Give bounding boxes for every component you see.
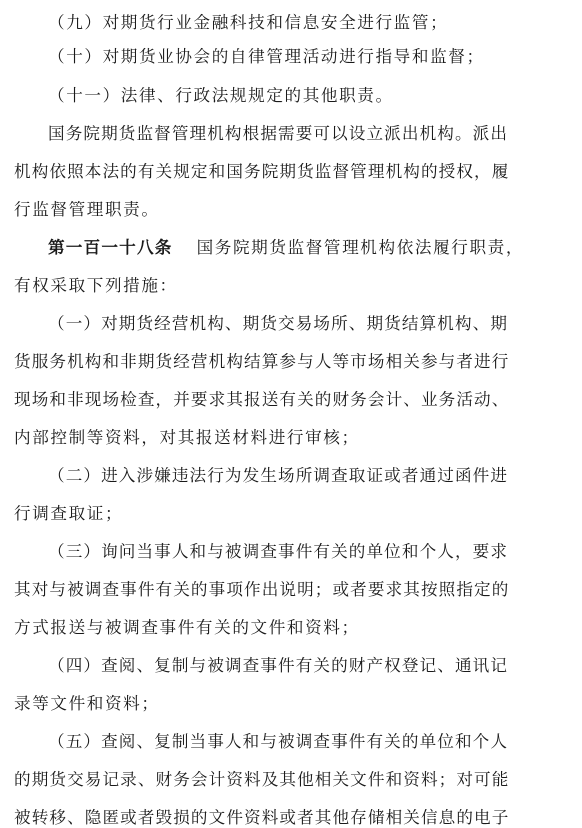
- text-line: 被转移、隐匿或者毁损的文件资料或者其他存储相关信息的电子: [14, 808, 510, 827]
- text-line: 录等文件和资料；: [14, 694, 160, 713]
- text-line: （四）查阅、复制与被调查事件有关的财产权登记、通讯记: [48, 656, 509, 675]
- article-text: 国务院期货监督管理机构依法履行职责，: [196, 238, 525, 257]
- text-line: （十）对期货业协会的自律管理活动进行指导和监督；: [48, 47, 485, 66]
- text-line: 内部控制等资料，对其报送材料进行审核；: [14, 428, 360, 447]
- text-line: 行监督管理职责。: [14, 200, 160, 219]
- text-line: （二）进入涉嫌违法行为发生场所调查取证或者通过函件进: [48, 466, 509, 485]
- text-line: 现场和非现场检查，并要求其报送有关的财务会计、业务活动、: [14, 390, 510, 409]
- article-heading: 第一百一十八条: [48, 238, 173, 257]
- text-line: 有权采取下列措施：: [14, 276, 178, 295]
- text-line: 国务院期货监督管理机构根据需要可以设立派出机构。派出: [48, 124, 509, 143]
- text-line: （三）询问当事人和与被调查事件有关的单位和个人，要求: [48, 542, 509, 561]
- text-line: 的期货交易记录、财务会计资料及其他相关文件和资料；对可能: [14, 770, 510, 789]
- text-line: 机构依照本法的有关规定和国务院期货监督管理机构的授权，履: [14, 162, 510, 181]
- text-line: （一）对期货经营机构、期货交易场所、期货结算机构、期: [48, 314, 509, 333]
- text-line: 行调查取证；: [14, 504, 124, 523]
- text-line: （九）对期货行业金融科技和信息安全进行监管；: [48, 13, 449, 32]
- text-line: （五）查阅、复制当事人和与被调查事件有关的单位和个人: [48, 732, 509, 751]
- text-line: 方式报送与被调查事件有关的文件和资料；: [14, 618, 360, 637]
- article-line: [48, 238, 524, 258]
- text-line: 其对与被调查事件有关的事项作出说明；或者要求其按照指定的: [14, 580, 510, 599]
- text-line: 货服务机构和非期货经营机构结算参与人等市场相关参与者进行: [14, 352, 510, 371]
- text-line: （十一）法律、行政法规规定的其他职责。: [48, 86, 394, 105]
